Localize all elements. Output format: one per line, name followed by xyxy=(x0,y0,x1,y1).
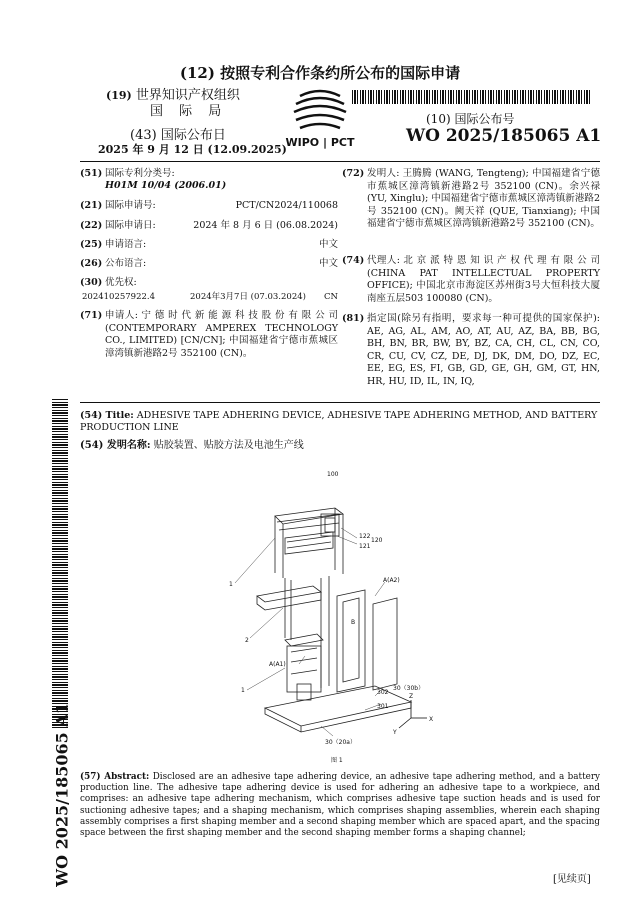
fig-label-100: 100 xyxy=(327,471,339,478)
title-en xyxy=(80,410,600,434)
title-en-text: ADHESIVE TAPE ADHERING DEVICE, ADHESIVE TAPE ADHERING METHOD, AND BATTERY PRODUCTION LINE xyxy=(80,410,598,433)
field-num: (51) xyxy=(80,168,103,179)
org-code: (19) xyxy=(106,89,132,102)
fig-label-1a: 1 xyxy=(229,581,233,588)
title-zh-num: (54) 发明名称: xyxy=(80,440,151,451)
fig-label-302: 302 xyxy=(377,689,389,696)
appno-field xyxy=(80,200,338,213)
field-label: 国际专利分类号: xyxy=(105,168,175,179)
title-zh-text: 贴胶装置、贴胶方法及电池生产线 xyxy=(153,440,304,451)
lang-field xyxy=(80,239,338,252)
pubdate-value: 2025 年 9 月 12 日 (12.09.2025) xyxy=(98,143,287,156)
fig-label-b: B xyxy=(351,619,356,626)
priority-date: 2024年3月7日 (07.03.2024) xyxy=(190,292,306,302)
barcode-left xyxy=(52,398,68,728)
side-publication-number: WO 2025/185065 A1 xyxy=(52,703,72,887)
applicant-text: 申请人: 宁 德 时 代 新 能 源 科 技 股 份 有 限 公 司 (CONTEMPORARY AMPEREX TECHNOLOGY CO., LIMITED) [CN/CN]; 中国福建省宁德市蕉城区漳湾镇新港路2号 352100 (CN)。 xyxy=(105,310,338,359)
ipc-value: H01M 10/04 (2006.01) xyxy=(105,180,227,191)
org-name-text: 世界知识产权组织 xyxy=(135,88,240,103)
field-label: 申请语言: xyxy=(105,239,147,250)
priority-field xyxy=(80,277,338,303)
abstract-label: (57) Abstract: xyxy=(80,772,150,782)
patent-figure xyxy=(225,471,435,768)
fig-label-a1: A(A1) xyxy=(269,661,286,668)
publication-number: WO 2025/185065 A1 xyxy=(406,126,602,146)
fig-label-1b: 1 xyxy=(241,687,245,694)
states-text: 指定国(除另有指明，要求每一种可提供的国家保护): AE, AG, AL, AM, AO, AT, AU, AZ, BA, BB, BG, BH, BN, BR, BW, BY, BZ, CA, CH, CL, CN, CO, CR, CU, CV, CZ, DE, DJ, DK, DM, DO, DZ, EC, EE, EG, ES, FI, GB, GD, GE, GH, GM, GT, HN, HR, HU, ID, IL, IN, IQ, xyxy=(367,313,600,387)
field-num: (25) xyxy=(80,239,103,250)
field-label: 公布语言: xyxy=(105,258,147,269)
appno-value: PCT/CN2024/110068 xyxy=(235,200,338,211)
lang-value: 中文 xyxy=(318,239,338,250)
filing-field xyxy=(80,220,338,233)
applicant-field xyxy=(80,310,338,362)
wipo-logo-text: WIPO | PCT xyxy=(285,136,355,149)
continued-note: [见续页] xyxy=(553,874,591,885)
abstract-text: Disclosed are an adhesive tape adhering device, an adhesive tape adhering method, and a battery production line. The adhesive tape adhering device is used for adhering an adhesive tape to a workpiece, and comprises: an adhesive tape adhering mechanism, which comprises adhesive tape suction heads and is used for suctioning adhesive tapes; and a shaping mechanism, which comprises shaping assemblies, wherein each shaping assembly comprises a first shaping member and a second shaping member which are spaced apart, and the spacing space between the first shaping member and the second shaping member forms a shaping channel; xyxy=(80,772,601,839)
field-num: (21) xyxy=(80,200,103,211)
field-num: (71) xyxy=(80,310,103,321)
title-zh xyxy=(80,440,600,452)
publang-field xyxy=(80,258,338,271)
org-bureau: 国 际 局 xyxy=(150,104,228,119)
field-num: (72) xyxy=(342,168,365,179)
field-num: (74) xyxy=(342,255,365,266)
fig-label-30a: 30（20a） xyxy=(325,739,356,746)
pubdate-label: (43) 国际公布日 xyxy=(130,128,226,143)
fig-label-121: 121 xyxy=(359,543,371,550)
inventor-text: 发明人: 王腾腾 (WANG, Tengteng); 中国福建省宁德市蕉城区漳湾镇新港路2号 352100 (CN)。余兴禄 (YU, Xinglu); 中国福建省宁德市蕉城区漳湾镇新港路2号 352100 (CN)。阙天祥 (QUE, Tianxiang); 中国福建省宁德市蕉城区漳湾镇新港路2号 352100 (CN)。 xyxy=(367,168,600,230)
fig-label-2: 2 xyxy=(245,637,249,644)
priority-number: 202410257922.4 xyxy=(82,292,156,302)
document-title: (12) 按照专利合作条约所公布的国际申请 xyxy=(179,64,461,82)
axis-z: Z xyxy=(409,693,414,700)
fig-label-120: 120 xyxy=(371,537,383,544)
fig-label-30b: 30（30b） xyxy=(393,685,425,692)
field-label: 国际申请日: xyxy=(105,220,156,231)
agent-text: 代理人: 北 京 派 特 恩 知 识 产 权 代 理 有 限 公 司 (CHINA PAT INTELLECTUAL PROPERTY OFFICE); 中国北京市海淀区苏州街3号大恒科技大厦南座五层503 100080 (CN)。 xyxy=(367,255,600,304)
title-en-num: (54) Title: xyxy=(80,410,134,421)
publang-value: 中文 xyxy=(318,258,338,269)
field-num: (81) xyxy=(342,313,365,324)
field-num: (30) xyxy=(80,277,103,288)
divider xyxy=(80,402,600,403)
figure-caption: 图 1 xyxy=(331,757,343,764)
divider xyxy=(80,161,600,162)
field-num: (26) xyxy=(80,258,103,269)
ipc-field xyxy=(80,168,338,194)
pubno-label: (10) 国际公布号 xyxy=(426,112,515,126)
field-label: 优先权: xyxy=(105,277,137,288)
field-num: (22) xyxy=(80,220,103,231)
fig-label-a2: A(A2) xyxy=(383,577,400,584)
axis-x: X xyxy=(429,716,434,723)
barcode-top xyxy=(352,90,590,104)
field-label: 国际申请号: xyxy=(105,200,156,211)
priority-country: CN xyxy=(324,292,338,302)
axis-y: Y xyxy=(393,729,397,736)
fig-label-301: 301 xyxy=(377,703,389,710)
filing-value: 2024 年 8 月 6 日 (06.08.2024) xyxy=(193,220,338,231)
fig-label-122: 122 xyxy=(359,533,371,540)
abstract xyxy=(80,772,600,839)
